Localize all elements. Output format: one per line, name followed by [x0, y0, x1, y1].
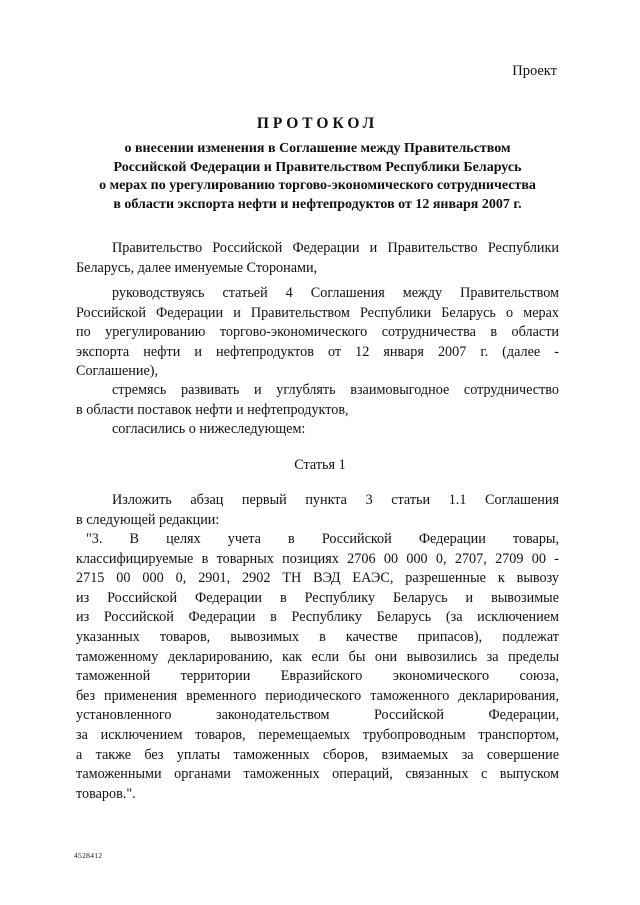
document-title: ПРОТОКОЛ: [256, 115, 379, 132]
text-line: 2715 00 000 0, 2901, 2902 ТН ВЭД ЕАЭС, разрешенные к вывозу: [76, 570, 559, 587]
text-line: в области поставок нефти и нефтепродуктов,: [76, 401, 349, 418]
text-line: Соглашение),: [76, 363, 159, 380]
draft-label: Проект: [512, 63, 557, 79]
text-line: а также без уплаты таможенных сборов, взимаемых за совершение: [76, 746, 559, 763]
text-line: Российской Федерации и Правительством Республики Беларусь о мерах: [76, 304, 559, 321]
title-block: [60, 115, 575, 214]
subtitle-line: Российской Федерации и Правительством Республики Беларусь: [113, 159, 522, 175]
article-heading: Статья 1: [294, 457, 346, 473]
article1-paragraph-quoted-text: [76, 530, 559, 804]
text-line: без применения временного периодического таможенного декларирования,: [76, 687, 559, 704]
text-line: согласились о нижеследующем:: [112, 421, 306, 437]
text-line: Правительство Российской Федерации и Правительство Республики: [112, 240, 559, 256]
text-line: по урегулированию торгово-экономического сотрудничества в области: [76, 324, 559, 341]
text-line: стремясь развивать и углублять взаимовыгодное сотрудничество: [112, 382, 559, 398]
text-line: таможенными органами таможенных операций, связанных с выпуском: [76, 766, 559, 783]
preamble-paragraph-parties: [76, 239, 559, 278]
text-line: установленного законодательством Российской Федерации,: [76, 707, 559, 724]
text-line: руководствуясь статьей 4 Соглашения между Правительством: [112, 285, 559, 301]
article1-paragraph-instruction: [76, 491, 559, 530]
text-line: таможенной территории Евразийского экономического союза,: [76, 668, 559, 685]
preamble-paragraph-agreed: [76, 420, 559, 440]
text-line: указанных товаров, вывозимых в качестве припасов), подлежат: [76, 628, 559, 645]
text-line: экспорта нефти и нефтепродуктов от 12 января 2007 г. (далее -: [76, 343, 559, 360]
text-line: классифицируемые в товарных позициях 2706 00 000 0, 2707, 2709 00 -: [76, 550, 559, 567]
document-number: 4528412: [74, 851, 103, 860]
text-line: из Российской Федерации в Республику Беларусь (за исключением: [76, 609, 559, 626]
text-line: Изложить абзац первый пункта 3 статьи 1.1 Соглашения: [112, 492, 559, 508]
preamble-paragraph-guided: [76, 284, 559, 382]
subtitle-line: о внесении изменения в Соглашение между Правительством: [124, 141, 511, 156]
subtitle-line: в области экспорта нефти и нефтепродуктов от 12 января 2007 г.: [113, 196, 522, 212]
subtitle-line: о мерах по урегулированию торгово-экономического сотрудничества: [99, 178, 536, 193]
text-line: товаров.".: [76, 785, 136, 802]
text-line: "3. В целях учета в Российской Федерации товары,: [86, 531, 559, 547]
text-line: таможенному декларированию, как если бы они вывозились за пределы: [76, 648, 559, 665]
preamble-paragraph-striving: [76, 381, 559, 420]
text-line: за исключением товаров, перемещаемых трубопроводным транспортом,: [76, 726, 559, 743]
text-line: в следующей редакции:: [76, 511, 220, 528]
text-line: Беларусь, далее именуемые Сторонами,: [76, 259, 318, 276]
text-line: из Российской Федерации в Республику Беларусь и вывозимые: [76, 589, 559, 606]
